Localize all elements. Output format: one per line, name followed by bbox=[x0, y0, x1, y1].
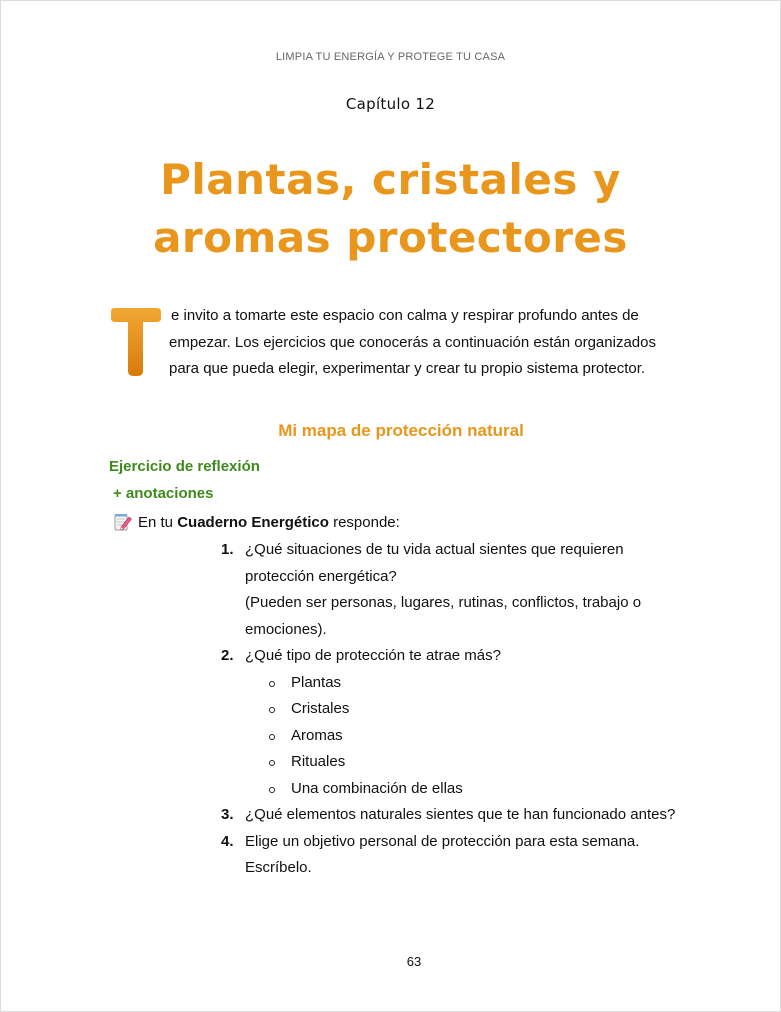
exercise-title: Ejercicio de reflexión bbox=[109, 458, 260, 475]
option-list bbox=[245, 670, 701, 803]
exercise-prompt bbox=[113, 512, 400, 532]
circle-bullet-icon bbox=[269, 760, 275, 766]
page-number: 63 bbox=[406, 954, 422, 969]
dropcap-t bbox=[107, 307, 165, 377]
question-line: ¿Qué situaciones de tu vida actual sientes que requieren bbox=[245, 541, 624, 558]
chapter-label: Capítulo 12 bbox=[345, 95, 436, 113]
question-item bbox=[221, 643, 701, 802]
option-label: Una combinación de ellas bbox=[291, 779, 463, 797]
circle-bullet-icon bbox=[269, 707, 275, 713]
question-line: (Pueden ser personas, lugares, rutinas, conflictos, trabajo o bbox=[245, 594, 642, 611]
option-label: Rituales bbox=[291, 753, 346, 770]
prompt-notebook-name: Cuaderno Energético bbox=[177, 513, 329, 531]
question-number: 2. bbox=[221, 647, 234, 664]
chapter-title bbox=[1, 151, 780, 267]
question-list bbox=[221, 537, 701, 882]
question-number: 1. bbox=[221, 541, 234, 558]
circle-bullet-icon bbox=[269, 787, 275, 793]
question-line: ¿Qué elementos naturales sientes que te han funcionado antes? bbox=[245, 806, 676, 823]
intro-line: empezar. Los ejercicios que conocerás a continuación están organizados bbox=[169, 333, 656, 351]
prompt-suffix: responde: bbox=[328, 513, 400, 531]
option-item bbox=[245, 696, 701, 723]
option-item bbox=[245, 723, 701, 750]
option-label: Plantas bbox=[291, 673, 342, 691]
prompt-prefix: En tu bbox=[138, 513, 178, 531]
question-item bbox=[221, 829, 701, 882]
annotations-label: + anotaciones bbox=[113, 485, 214, 502]
option-item bbox=[245, 749, 701, 776]
intro-paragraph bbox=[169, 303, 689, 383]
option-label: Cristales bbox=[291, 700, 350, 717]
circle-bullet-icon bbox=[269, 681, 275, 687]
question-item bbox=[221, 537, 701, 643]
dropcap-letter: T bbox=[135, 357, 137, 358]
circle-bullet-icon bbox=[269, 734, 275, 740]
intro-line: e invito a tomarte este espacio con calma y respirar profundo antes de bbox=[171, 307, 639, 324]
question-line: Elige un objetivo personal de protección para esta semana. bbox=[245, 832, 640, 850]
question-line: emociones). bbox=[245, 620, 327, 638]
option-item bbox=[245, 670, 701, 697]
question-line: Escríbelo. bbox=[245, 859, 312, 876]
intro-line: para que pueda elegir, experimentar y crear tu propio sistema protector. bbox=[169, 360, 646, 377]
section-title: Mi mapa de protección natural bbox=[278, 421, 524, 440]
chapter-title-line-1: Plantas, cristales y bbox=[160, 155, 621, 204]
option-item bbox=[245, 776, 701, 803]
pencil-notepad-icon bbox=[113, 512, 133, 532]
question-number: 3. bbox=[221, 806, 234, 823]
question-number: 4. bbox=[221, 832, 234, 850]
chapter-title-line-2: aromas protectores bbox=[153, 213, 628, 262]
question-item bbox=[221, 802, 701, 829]
option-label: Aromas bbox=[291, 726, 343, 744]
running-header: LIMPIA TU ENERGÍA Y PROTEGE TU CASA bbox=[275, 51, 506, 63]
question-line: protección energética? bbox=[245, 567, 397, 585]
question-line: ¿Qué tipo de protección te atrae más? bbox=[245, 647, 501, 664]
